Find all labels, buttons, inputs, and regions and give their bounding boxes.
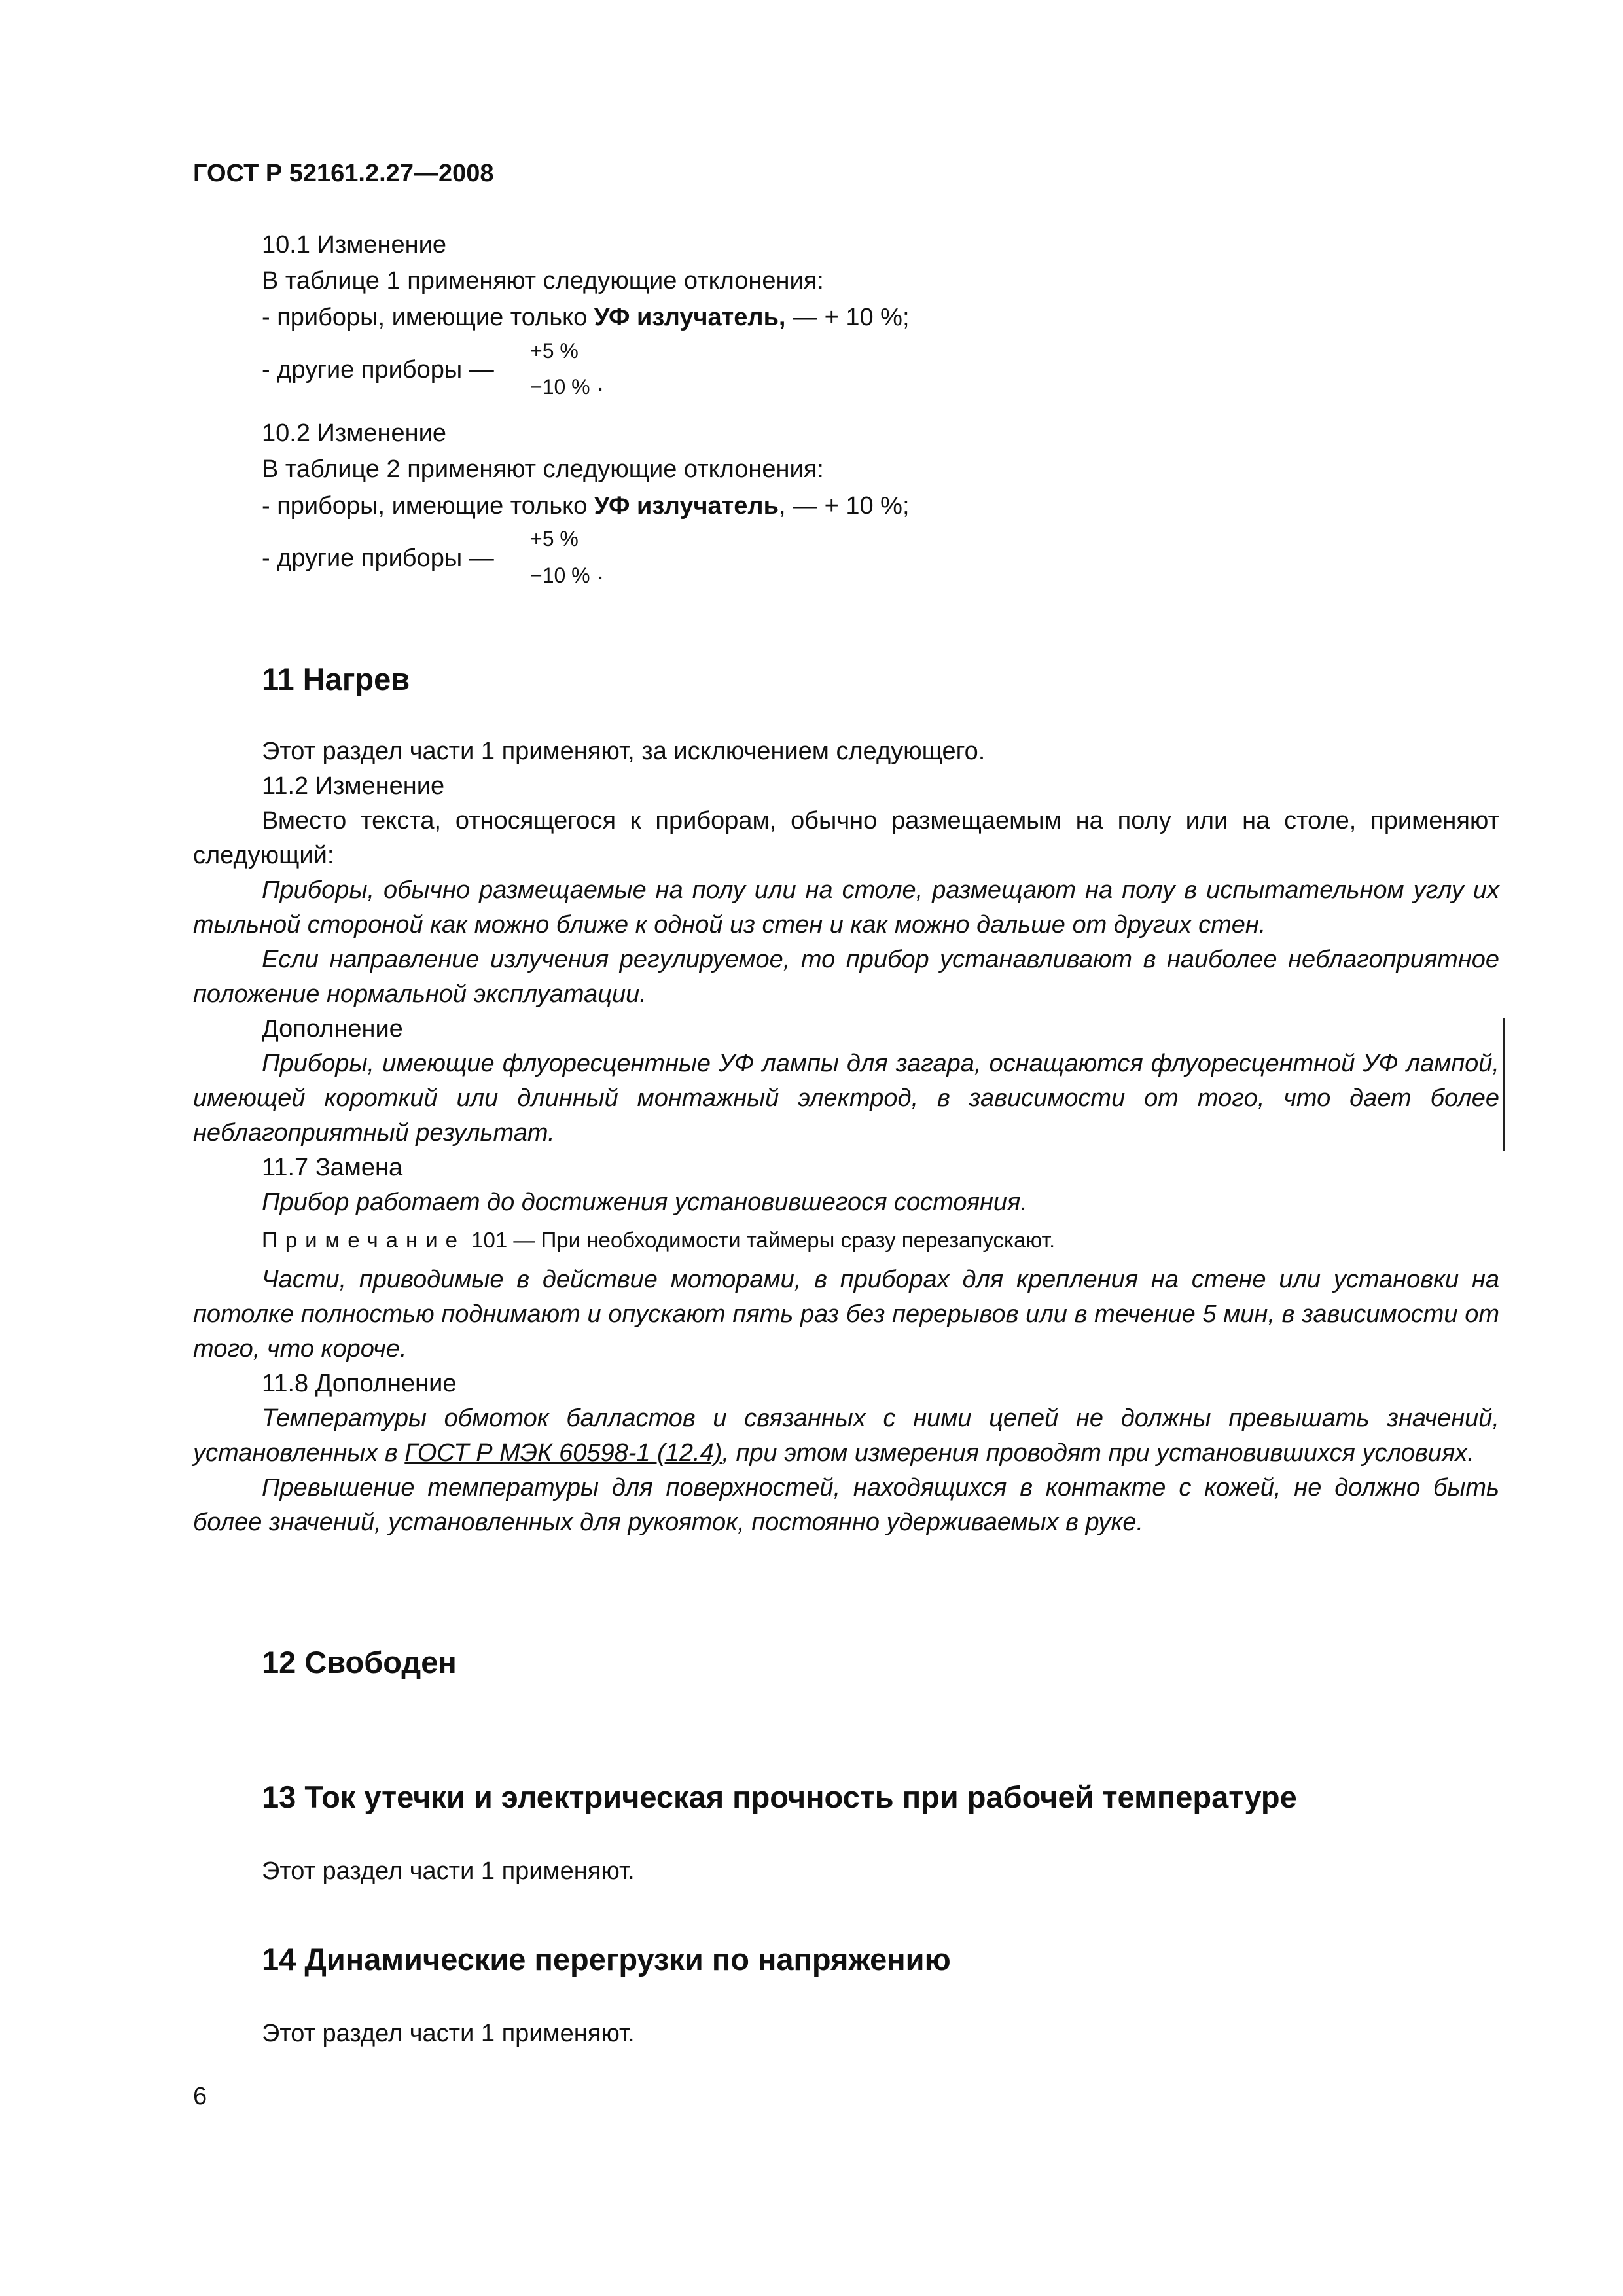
clause-10-2-title: 10.2 Изменение: [262, 420, 446, 447]
clause-11-7-italic-2: Части, приводимые в действие моторами, в приборах для крепления на стене или установки на потолке полностью поднимают и опускают пять раз без перерывов или в течение 5 мин, в зависимости от того, что короче.: [193, 1266, 1499, 1363]
clause-11-2-text: Вместо текста, относящегося к приборам, обычно размещаемым на полу или на столе, применяют следующий:: [193, 807, 1499, 869]
clause-text: Температуры обмоток балластов и связанных с ними цепей не должны превышать значений, установленных в: [193, 1405, 1499, 1467]
tolerance-dot: .: [597, 558, 604, 585]
note-text: 101 — При необходимости таймеры сразу перезапускают.: [465, 1228, 1056, 1252]
standard-reference-link[interactable]: ГОСТ Р МЭК 60598-1 (12.4): [404, 1439, 722, 1467]
note-label: Примечание: [262, 1228, 466, 1252]
clause-11-8-title: 11.8 Дополнение: [262, 1370, 457, 1397]
item-value: , — + 10 %;: [778, 492, 910, 520]
section-14-text: Этот раздел части 1 применяют.: [262, 2020, 635, 2047]
tolerance-minus: −10 %: [530, 375, 590, 399]
note-101: [193, 1223, 1499, 1257]
clause-11-2-italic-2: Если направление излучения регулируемое, то прибор устанавливают в наиболее неблагоприятное положение нормальной эксплуатации.: [193, 946, 1499, 1008]
clause-10-1-intro: В таблице 1 применяют следующие отклонения:: [262, 267, 824, 295]
section-11-heading: 11 Нагрев: [262, 662, 410, 696]
clause-11-7-italic: Прибор работает до достижения установившегося состояния.: [262, 1189, 1027, 1216]
addition-title: Дополнение: [262, 1015, 403, 1043]
clause-10-2-item-1: [262, 488, 910, 524]
section-13-heading: 13 Ток утечки и электрическая прочность при рабочей температуре: [262, 1780, 1297, 1814]
item-bold-text: УФ излучатель: [594, 492, 779, 520]
addition-italic: Приборы, имеющие флуоресцентные УФ лампы для загара, оснащаются флуоресцентной УФ лампой, имеющей короткий или длинный монтажный электрод, в зависимости от того, что дает более неблагоприятный результат.: [193, 1050, 1499, 1147]
tolerance-dot: .: [597, 369, 604, 397]
clause-10-1-item-1: [262, 300, 910, 335]
item-text: - приборы, имеющие только: [262, 304, 594, 331]
item-value: — + 10 %;: [785, 304, 910, 331]
clause-10-2-item-2: - другие приборы —: [262, 545, 494, 572]
section-12-heading: 12 Свободен: [262, 1645, 457, 1679]
clause-text: , при этом измерения проводят при установившихся условиях.: [722, 1439, 1474, 1467]
clause-10-1-item-2: - другие приборы —: [262, 356, 494, 384]
section-11-body: [193, 734, 1499, 1540]
item-bold-text: УФ излучатель,: [594, 304, 786, 331]
tolerance-plus: +5 %: [530, 527, 579, 550]
clause-11-2-title: 11.2 Изменение: [262, 772, 445, 800]
item-text: - приборы, имеющие только: [262, 492, 594, 520]
clause-11-8-italic-1: [193, 1401, 1499, 1471]
tolerance-plus: +5 %: [530, 339, 579, 363]
change-bar: [1503, 1018, 1505, 1151]
clause-10-1-title: 10.1 Изменение: [262, 231, 446, 259]
clause-11-2-italic-1: Приборы, обычно размещаемые на полу или на столе, размещают на полу в испытательном углу их тыльной стороной как можно ближе к одной из стен и как можно дальше от других стен.: [193, 876, 1499, 939]
section-14-heading: 14 Динамические перегрузки по напряжению: [262, 1942, 951, 1977]
page-number: 6: [193, 2083, 207, 2110]
clause-11-7-title: 11.7 Замена: [262, 1154, 403, 1181]
tolerance-minus: −10 %: [530, 564, 590, 587]
clause-10-2-intro: В таблице 2 применяют следующие отклонения:: [262, 456, 824, 483]
section-13-text: Этот раздел части 1 применяют.: [262, 1857, 635, 1885]
section-11-intro: Этот раздел части 1 применяют, за исключением следующего.: [262, 738, 986, 765]
document-header: ГОСТ Р 52161.2.27—2008: [193, 160, 494, 187]
clause-11-8-italic-2: Превышение температуры для поверхностей, находящихся в контакте с кожей, не должно быть более значений, установленных для рукояток, постоянно удерживаемых в руке.: [193, 1474, 1499, 1536]
